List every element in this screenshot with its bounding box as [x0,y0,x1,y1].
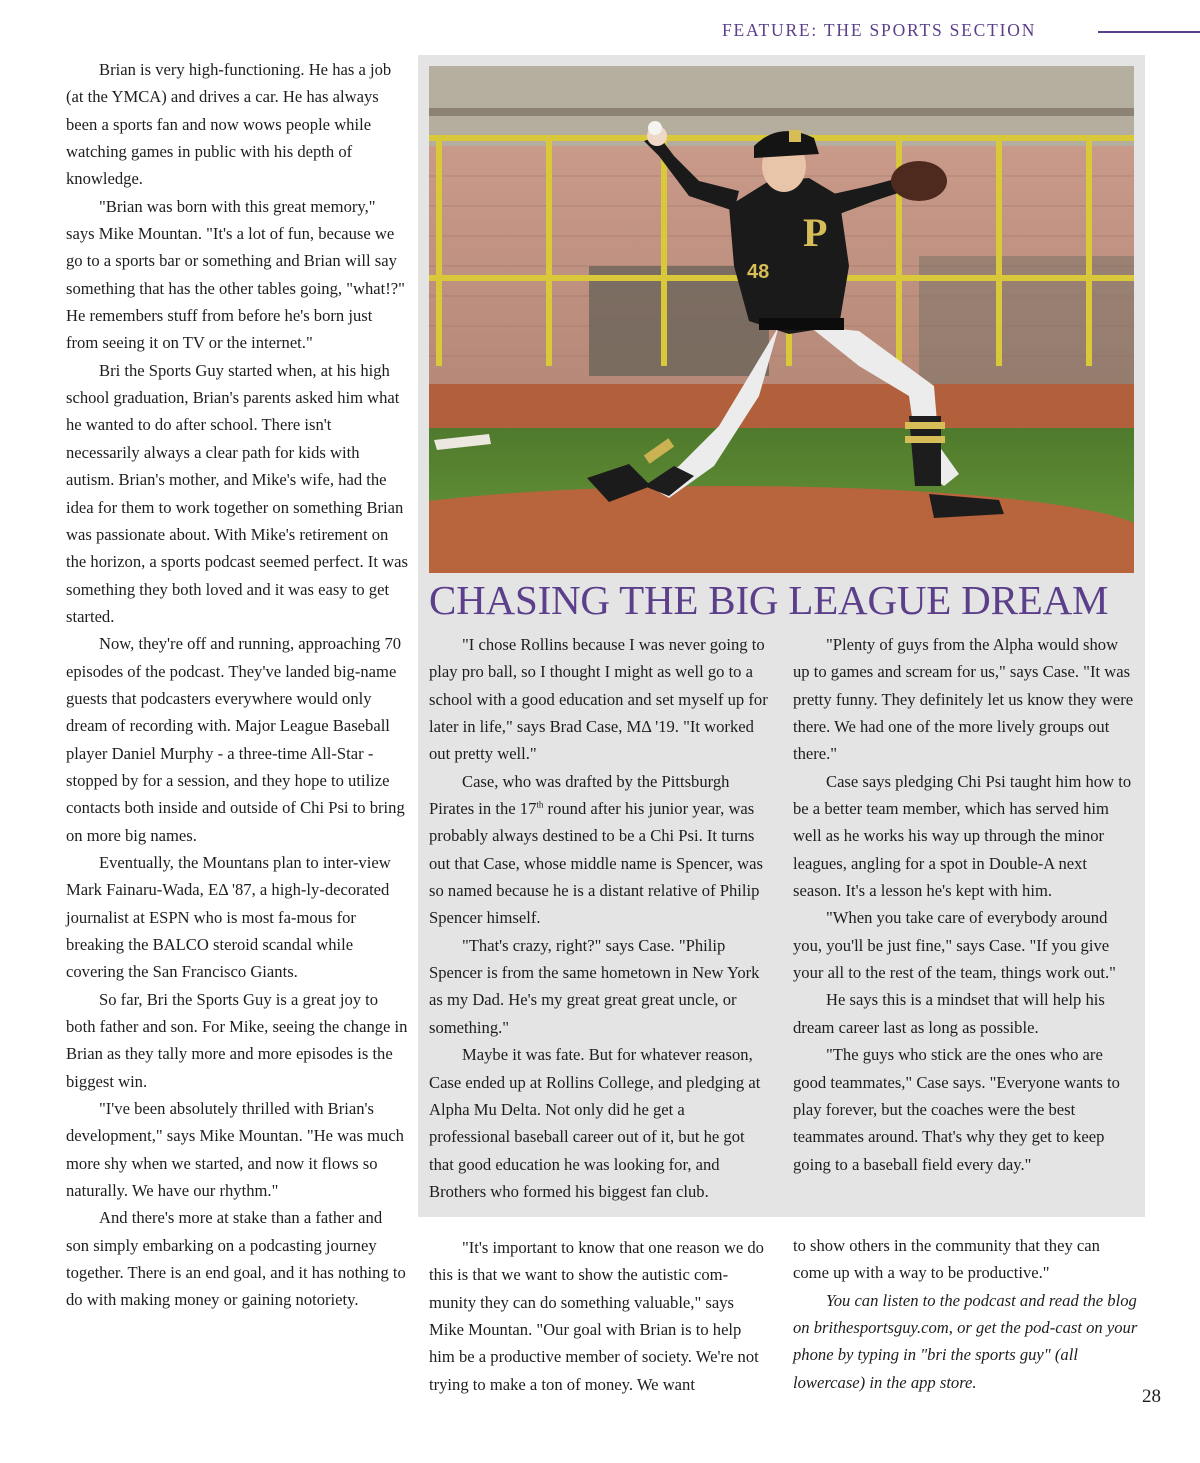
paragraph-fragment: Pirates in the 17 [429,799,537,819]
article-column-middle [429,1234,769,1398]
sidebar-column-left [429,631,769,1205]
paragraph: Eventually, the Mountans plan to inter-view Mark Fainaru-Wada, EΔ '87, a high-ly-decorated journalist at ESPN who is most fa-mous for breaking the BALCO steroid scandal while covering the San Francisco Giants. [66,852,391,982]
paragraph: "I've been absolutely thrilled with Brian's development," says Mike Mountan. "He was much more shy when we started, and now it flows so naturally. We have our rhythm." [66,1099,404,1201]
article-column-right [793,1232,1138,1396]
paragraph: Brian is very high-functioning. He has a job (at the YMCA) and drives a car. He has always been a sports fan and now wows people while watching games in public with his depth of knowledge. [66,60,392,189]
paragraph-start: Case, who was drafted by the Pittsburgh [462,771,730,791]
paragraph: to show others in the community that they can come up with a way to be productive." [793,1236,1100,1283]
pitcher-photo [429,66,1134,573]
paragraph: "When you take care of everybody around you, you'll be just fine," says Case. "If you give your all to the rest of the team, things work out." [793,908,1116,983]
paragraph: So far, Bri the Sports Guy is a great joy to both father and son. For Mike, seeing the change in Brian as they tally more and more episodes is the biggest win. [66,989,408,1091]
paragraph [429,768,769,932]
paragraph: Now, they're off and running, approaching 70 episodes of the podcast. They've landed big-name guests that podcasters everywhere would only dream of recording with. Major League Baseball player Daniel Murphy - a three-time All-Star - stopped by for a session, and they hope to utilize contacts both inside and outside of Chi Psi to bring on more big names. [66,634,405,845]
paragraph: "It's important to know that one reason we do this is that we want to show the autistic com-munity they can do something valuable," says Mike Mountan. "Our goal with Brian is to help him be a productive member of society. We're not trying to make a ton of money. We want [429,1238,764,1394]
paragraph: "Brian was born with this great memory," says Mike Mountan. "It's a lot of fun, because we go to a sports bar or something and Brian will say something that has the other tables going, "what!?" He remembers stuff from before he's born just from seeing it on TV or the internet." [66,196,405,353]
paragraph: Bri the Sports Guy started when, at his high school graduation, Brian's parents asked him what he wanted to do after school. There isn't necessarily always a clear path for kids with autism. Brian's mother, and Mike's wife, had the idea for them to work together on something Brian was passionate about. With Mike's retirement on the horizon, a sports podcast seemed perfect. It was something they both loved and it was easy to get started. [66,360,408,626]
sidebar-headline: CHASING THE BIG LEAGUE DREAM [429,577,1109,623]
paragraph: "Plenty of guys from the Alpha would show up to games and scream for us," says Case. "It was pretty funny. They definitely let us know they were there. We had one of the more lively groups out there." [793,635,1134,764]
podcast-info: You can listen to the podcast and read the blog on brithesportsguy.com, or get the pod-cast on your phone by typing in "bri the sports guy" (all lowercase) in the app store. [793,1290,1138,1392]
paragraph: "The guys who stick are the ones who are good teammates," Case says. "Everyone wants to play forever, but the coaches were the best teammates around. That's why they get to keep going to a baseball field every day." [793,1045,1120,1174]
sidebar-column-right [793,631,1138,1178]
paragraph: Case says pledging Chi Psi taught him how to be a better team member, which has served him well as he works his way up through the minor leagues, angling for a spot in Double-A next season. It's a lesson he's kept with him. [793,771,1132,901]
article-column-left [66,56,408,1314]
ordinal-suffix: th [536,799,544,810]
paragraph: "That's crazy, right?" says Case. "Philip Spencer is from the same hometown in New York as my Dad. He's my great great great uncle, or something." [429,935,760,1037]
cap-logo [789,130,801,142]
header-rule [1098,31,1200,33]
jersey-logo: P [803,210,828,255]
paragraph: "I chose Rollins because I was never going to play pro ball, so I thought I might as well go to a school with a good education and set myself up for later in life," says Brad Case, MΔ '19. "It worked out pretty well." [429,635,768,764]
page-number: 28 [1142,1386,1161,1407]
jersey-number: 48 [747,261,770,283]
paragraph: And there's more at stake than a father and son simply embarking on a podcasting journey together. There is an end goal, and it has nothing to do with making money or gaining notoriety. [66,1208,406,1310]
paragraph: Maybe it was fate. But for whatever reason, Case ended up at Rollins College, and pledging at Alpha Mu Delta. Not only did he get a professional baseball career out of it, but he got that good education he was looking for, and Brothers who formed his biggest fan club. [429,1045,761,1201]
section-header: FEATURE: THE SPORTS SECTION [722,20,1037,40]
paragraph-fragment: round after his junior year, was probably always destined to be a Chi Psi. It turns out that Case, whose middle name is Spencer, was so named because he is a distant relative of Philip Spencer himself. [429,799,763,928]
paragraph: He says this is a mindset that will help his dream career last as long as possible. [793,990,1105,1037]
